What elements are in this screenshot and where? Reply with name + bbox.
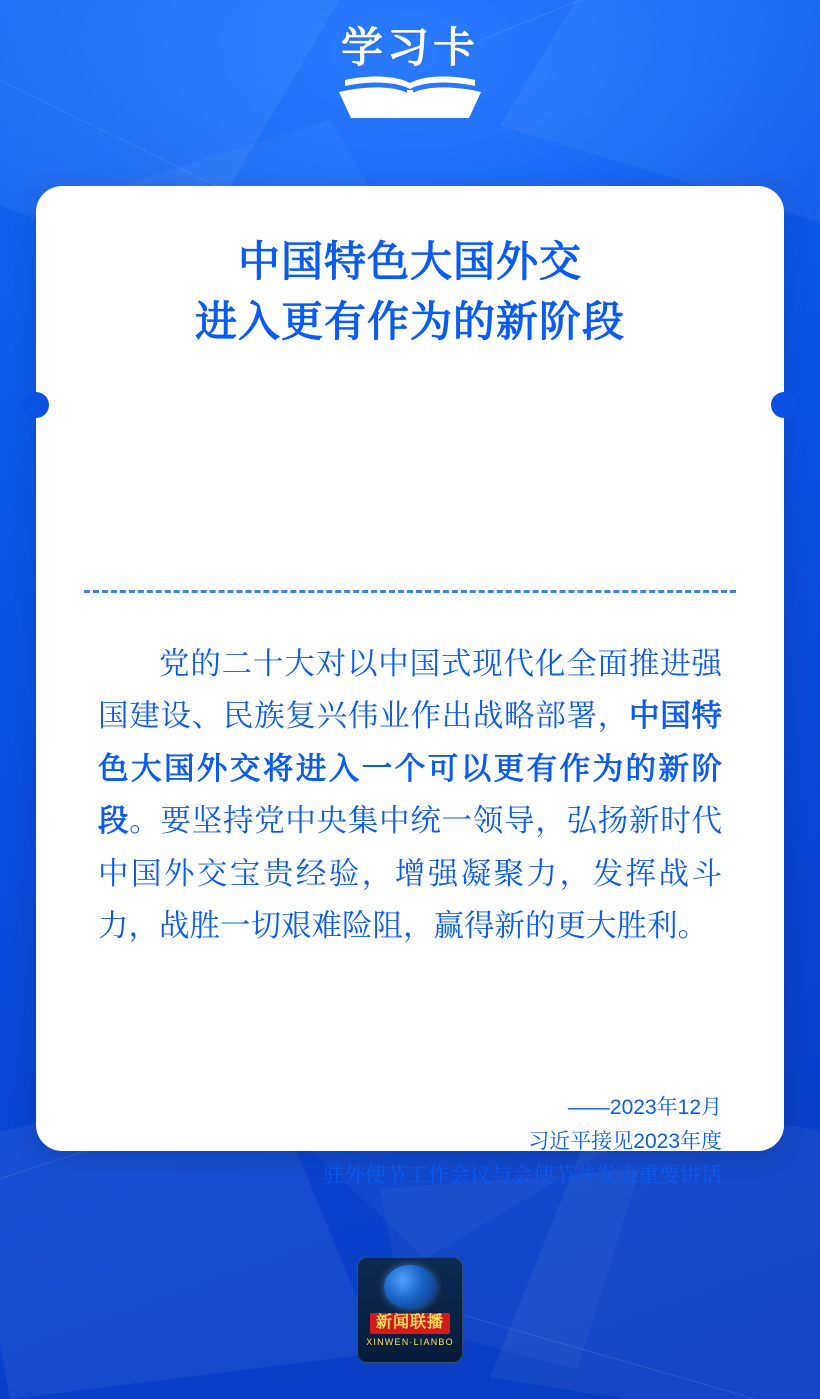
card-notch-left bbox=[23, 392, 49, 418]
card-notch-right bbox=[771, 392, 797, 418]
page-title-line-2: 进入更有作为的新阶段 bbox=[194, 297, 625, 345]
quote-body bbox=[98, 638, 722, 953]
channel-badge-name: 新闻联播 bbox=[370, 1313, 450, 1334]
quote-part-2: 。要坚持党中央集中统一领导，弘扬新时代中国外交宝贵经验，增强凝聚力，发挥战斗力，战胜一切艰难险阻，赢得新的更大胜利。 bbox=[98, 804, 723, 944]
quote-source bbox=[98, 1091, 722, 1193]
source-line-3: 驻外使节工作会议与会使节并发表重要讲话 bbox=[323, 1164, 722, 1188]
source-date: ——2023年12月 bbox=[567, 1096, 722, 1119]
channel-badge-pinyin: XINWEN·LIANBO bbox=[366, 1337, 454, 1347]
page-title bbox=[36, 186, 784, 351]
channel-badge bbox=[357, 1257, 463, 1363]
quote-highlight: 中国特色大国外交将进入一个可以更有作为的新阶段 bbox=[98, 699, 723, 839]
open-book-icon bbox=[335, 74, 485, 120]
footer bbox=[0, 1257, 820, 1363]
globe-icon bbox=[384, 1265, 436, 1309]
quote-part-1: 党的二十大对以中国式现代化全面推进强国建设、民族复兴伟业作出战略部署， bbox=[98, 647, 722, 734]
page-title-line-1: 中国特色大国外交 bbox=[237, 238, 582, 285]
source-line-2: 习近平接见2023年度 bbox=[528, 1130, 722, 1154]
brand-logo-text: 学习卡 bbox=[340, 26, 479, 72]
brand-logo bbox=[0, 28, 820, 148]
dashed-divider bbox=[84, 590, 736, 593]
content-card bbox=[36, 186, 784, 1188]
